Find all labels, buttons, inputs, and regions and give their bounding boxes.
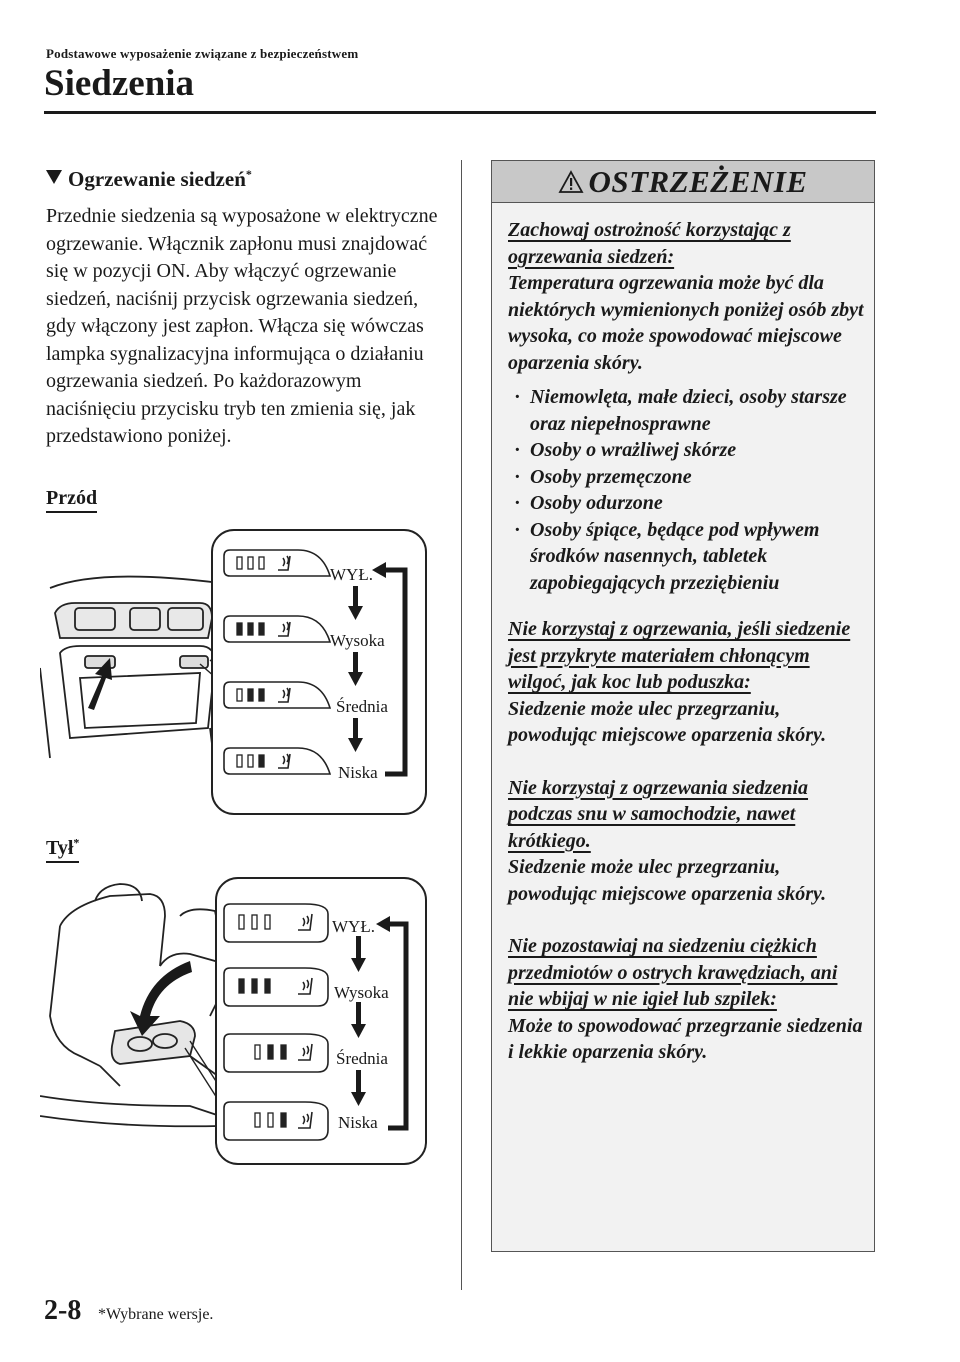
rear-mode-low: Niska <box>338 1113 378 1132</box>
rear-version-mark: * <box>73 835 80 850</box>
breadcrumb: Podstawowe wyposażenie związane z bezpieczeństwem <box>46 46 359 61</box>
intro-paragraph: Przednie siedzenia są wyposażone w elektryczne ogrzewanie. Włącznik zapłonu musi znajdować się w pozycji ON. Aby włączyć ogrzewanie siedzeń, naciśnij przycisk ogrzewania siedzeń, gdy włączony jest zapłon. Włącza się wówczas lampka sygnalizacyjna informująca o działaniu ogrzewania siedzeń. Po każdorazowym naciśnięciu przycisku tryb ten zmienia się, jak przedstawiono poniżej. <box>46 205 438 447</box>
dashboard-drawing <box>40 577 220 768</box>
column-divider <box>461 160 462 1290</box>
warning-block3-text: Siedzenie może ulec przegrzaniu, powodując miejscowe oparzenia skóry. <box>508 856 827 905</box>
warning-block3-heading: Nie korzystaj z ogrzewania siedzenia podczas snu w samochodzie, nawet krótkiego. <box>508 776 809 852</box>
warning-title: OSTRZEŻENIE <box>588 163 808 199</box>
warning-triangle-icon <box>558 170 584 194</box>
front-mode-off: WYŁ. <box>330 565 373 584</box>
warning-box <box>491 160 875 1252</box>
warning-block1-text: Temperatura ogrzewania może być dla niektórych wymienionych poniżej osób zbyt wysoka, co może spowodować miejscowe oparzenia skóry. <box>508 272 864 374</box>
warning-block4-heading: Nie pozostawiaj na siedzeniu ciężkich przedmiotów o ostrych krawędziach, ani nie wbijaj w nie igieł lub szpilek: <box>508 935 838 1010</box>
version-mark: * <box>245 167 252 181</box>
rear-illustration <box>40 866 430 1171</box>
rear-mode-medium: Średnia <box>336 1049 388 1068</box>
rear-mode-off: WYŁ. <box>332 917 375 936</box>
title-rule <box>44 111 876 114</box>
page-number: 2-8 <box>44 1295 82 1326</box>
warning-header <box>492 161 874 203</box>
list-item: · Osoby przemęczone <box>508 464 868 491</box>
rear-figure-label <box>46 836 79 863</box>
triangle-bullet-icon <box>46 170 62 184</box>
warning-block4-text: Może to spowodować przegrzanie siedzenia i lekkie oparzenia skóry. <box>508 1014 863 1063</box>
warning-block1-heading: Zachowaj ostrożność korzystając z ogrzewania siedzeń: <box>508 219 791 268</box>
front-mode-high: Wysoka <box>330 631 385 650</box>
warning-risk-list <box>508 384 868 596</box>
rear-mode-high: Wysoka <box>334 983 389 1002</box>
front-seat-heater-figure <box>40 528 430 818</box>
warning-block2-text: Siedzenie może ulec przegrzaniu, powodując miejscowe oparzenia skóry. <box>508 697 827 746</box>
rear-seat-drawing <box>40 884 225 1126</box>
footnote: *Wybrane wersje. <box>98 1306 214 1323</box>
front-mode-medium: Średnia <box>336 697 388 716</box>
front-figure-label <box>46 486 97 513</box>
front-mode-low: Niska <box>338 763 378 782</box>
rear-seat-heater-figure <box>40 866 430 1171</box>
section-heading <box>46 166 252 192</box>
list-item: · Osoby o wrażliwej skórze <box>508 437 868 464</box>
warning-block2-heading: Nie korzystaj z ogrzewania, jeśli siedzenie jest przykryte materiałem chłonącym wilgoć, jak koc lub poduszka: <box>508 618 851 693</box>
list-item: · Osoby śpiące, będące pod wpływem środków nasennych, tabletek zapobiegających przeziębieniu <box>508 517 868 597</box>
front-illustration <box>40 528 430 818</box>
page-title: Siedzenia <box>44 63 195 104</box>
warning-body <box>508 217 868 1066</box>
rear-label-text: Tył <box>46 837 74 859</box>
section-heading-text: Ogrzewanie siedzeń <box>68 167 246 191</box>
list-item: · Osoby odurzone <box>508 490 868 517</box>
front-label-text: Przód <box>46 487 98 509</box>
list-item: · Niemowlęta, małe dzieci, osoby starsze oraz niepełnosprawne <box>508 384 868 437</box>
